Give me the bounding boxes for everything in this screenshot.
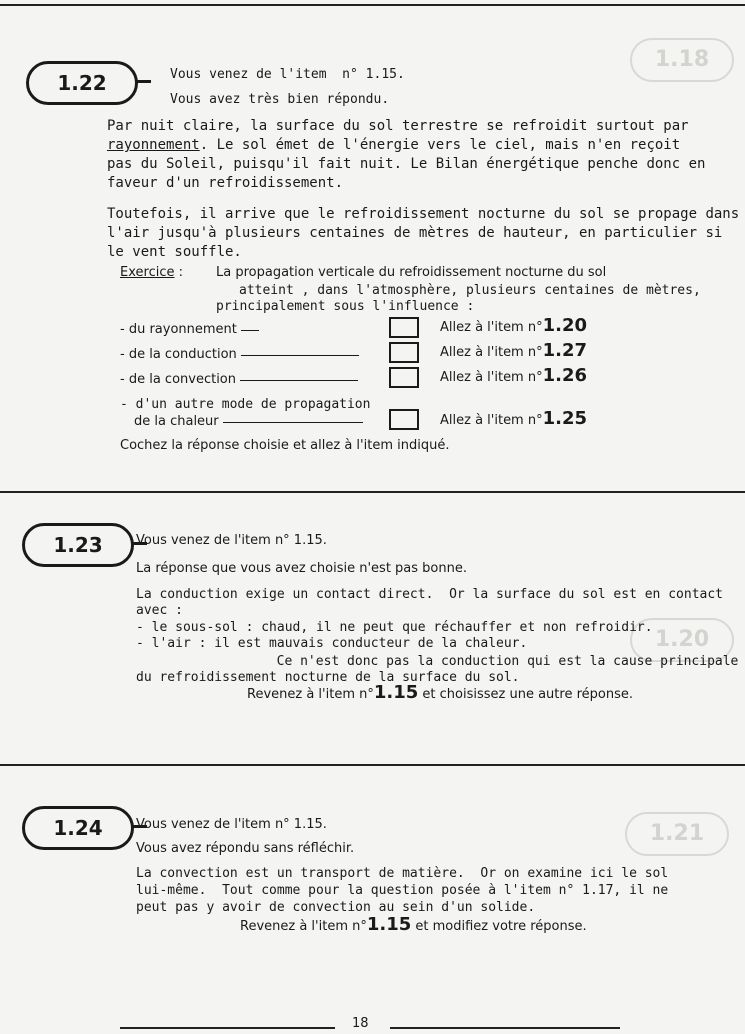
option-convection-goto: Allez à l'item n°1.26 <box>440 365 588 386</box>
option-other-checkbox[interactable] <box>389 409 419 430</box>
underlined-term: rayonnement <box>107 137 200 153</box>
item-badge-1-22: 1.22 <box>26 61 138 105</box>
item-23-line: - l'air : il est mauvais conducteur de la chaleur. <box>136 636 528 651</box>
bleed-badge: 1.20 <box>630 618 734 662</box>
bleed-badge: 1.21 <box>625 812 729 856</box>
option-conduction-goto: Allez à l'item n°1.27 <box>440 340 588 361</box>
item-22-feedback: Vous avez très bien répondu. <box>170 92 390 107</box>
item-23-line: avec : <box>136 603 183 618</box>
item-23-return: Revenez à l'item n°1.15 et choisissez une autre réponse. <box>247 682 633 703</box>
item-24-intro: Vous venez de l'item n° 1.15. <box>136 817 327 832</box>
exercise-question: principalement sous l'influence : <box>216 299 475 314</box>
item-24-line: lui-même. Tout comme pour la question posée à l'item n° 1.17, il ne <box>136 883 669 898</box>
item-22-instruction: Cochez la réponse choisie et allez à l'item indiqué. <box>120 438 450 453</box>
item-22-paragraph-line: faveur d'un refroidissement. <box>107 175 344 191</box>
item-23-intro: Vous venez de l'item n° 1.15. <box>136 533 327 548</box>
option-conduction-label: - de la conduction <box>120 347 359 363</box>
item-24-return: Revenez à l'item n°1.15 et modifiez votre réponse. <box>240 914 587 935</box>
item-badge-1-23: 1.23 <box>22 523 134 567</box>
item-22-paragraph-line: pas du Soleil, puisqu'il fait nuit. Le Bilan énergétique penche donc en <box>107 156 706 172</box>
option-radiation-goto: Allez à l'item n°1.20 <box>440 315 588 336</box>
item-22-paragraph-line: rayonnement. Le sol émet de l'énergie vers le ciel, mais n'en reçoit <box>107 137 681 153</box>
bleed-badge: 1.18 <box>630 38 734 82</box>
item-23-line: La conduction exige un contact direct. Or la surface du sol est en contact <box>136 587 723 602</box>
item-22-paragraph-line: Par nuit claire, la surface du sol terrestre se refroidit surtout par <box>107 118 689 134</box>
item-badge-1-24: 1.24 <box>22 806 134 850</box>
item-23-line: Ce n'est donc pas la conduction qui est la cause principale <box>214 654 739 669</box>
option-other-goto: Allez à l'item n°1.25 <box>440 408 588 429</box>
item-22-paragraph-line: le vent souffle. <box>107 244 242 260</box>
item-22-paragraph-line: l'air jusqu'à plusieurs centaines de mètres de hauteur, en particulier si <box>107 225 723 241</box>
option-radiation-checkbox[interactable] <box>389 317 419 338</box>
section-divider <box>0 764 745 766</box>
option-convection-label: - de la convection <box>120 372 358 388</box>
item-24-feedback: Vous avez répondu sans réfléchir. <box>136 841 355 856</box>
item-23-feedback: La réponse que vous avez choisie n'est pas bonne. <box>136 561 467 576</box>
option-radiation-label: - du rayonnement <box>120 322 259 338</box>
item-24-line: La convection est un transport de matière. Or on examine ici le sol <box>136 866 669 881</box>
item-22-intro: Vous venez de l'item n° 1.15. <box>170 67 405 82</box>
item-23-line: du refroidissement nocturne de la surface du sol. <box>136 670 520 685</box>
option-other-label: - d'un autre mode de propagation <box>120 397 371 412</box>
item-23-line: - le sous-sol : chaud, il ne peut que réchauffer et non refroidir. <box>136 620 653 635</box>
option-other-label: de la chaleur <box>134 414 363 430</box>
top-rule <box>0 4 745 6</box>
page-number: 18 <box>352 1016 369 1031</box>
section-divider <box>0 491 745 493</box>
item-24-line: peut pas y avoir de convection au sein d'un solide. <box>136 900 536 915</box>
option-convection-checkbox[interactable] <box>389 367 419 388</box>
exercise-question: La propagation verticale du refroidissement nocturne du sol <box>216 265 607 280</box>
footer-rule <box>390 1027 620 1029</box>
item-22-paragraph-line: Toutefois, il arrive que le refroidissement nocturne du sol se propage dans <box>107 206 740 222</box>
footer-rule <box>120 1027 335 1029</box>
option-conduction-checkbox[interactable] <box>389 342 419 363</box>
exercise-label: Exercice : <box>120 265 183 280</box>
exercise-question: atteint , dans l'atmosphère, plusieurs centaines de mètres, <box>239 283 701 298</box>
